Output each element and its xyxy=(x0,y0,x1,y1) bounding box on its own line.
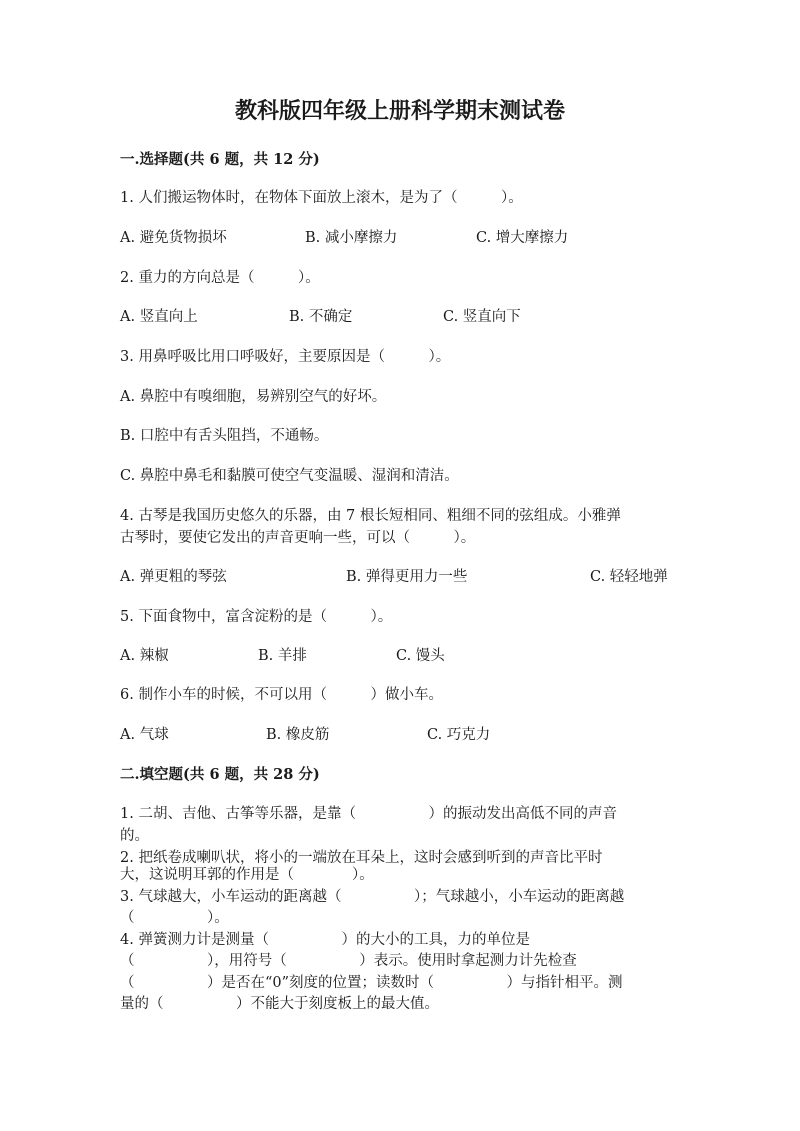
option-a: A. 弹更粗的琴弦 xyxy=(120,569,227,585)
fill-line-9: （ ）是否在“0”刻度的位置；读数时（ ）与指针相平。测 xyxy=(120,975,623,991)
option-b: B. 橡皮筋 xyxy=(266,727,330,743)
question-6: 6. 制作小车的时候，不可以用（ ）做小车。 xyxy=(120,687,443,703)
fill-line-2: 的。 xyxy=(120,828,149,844)
question-3: 3. 用鼻呼吸比用口呼吸好，主要原因是（ ）。 xyxy=(120,349,451,365)
option-a: A. 竖直向上 xyxy=(120,309,198,325)
question-4-line-1: 4. 古琴是我国历史悠久的乐器，由 7 根长短相同、粗细不同的弦组成。小雅弹 xyxy=(120,508,621,524)
option-b: B. 减小摩擦力 xyxy=(305,230,398,246)
fill-line-3: 2. 把纸卷成喇叭状，将小的一端放在耳朵上，这时会感到听到的声音比平时 xyxy=(120,850,603,866)
fill-line-5: 3. 气球越大，小车运动的距离越（ ）；气球越小，小车运动的距离越 xyxy=(120,889,625,905)
option-a: A. 辣椒 xyxy=(120,648,169,664)
option-a: A. 避免货物损坏 xyxy=(120,230,227,246)
option-b: B. 羊排 xyxy=(258,648,307,664)
fill-line-6: （ ）。 xyxy=(120,910,229,926)
option-c: C. 巧克力 xyxy=(427,727,491,743)
option-b: B. 不确定 xyxy=(289,309,353,325)
option-c: C. 竖直向下 xyxy=(443,309,521,325)
fill-line-10: 量的（ ）不能大于刻度板上的最大值。 xyxy=(120,996,439,1012)
option-b: B. 弹得更用力一些 xyxy=(346,569,468,585)
question-3-option-b: B. 口腔中有舌头阻挡，不通畅。 xyxy=(120,428,329,444)
option-c: C. 轻轻地弹 xyxy=(590,569,668,585)
question-3-option-a: A. 鼻腔中有嗅细胞，易辨别空气的好坏。 xyxy=(120,389,387,405)
question-1: 1. 人们搬运物体时，在物体下面放上滚木，是为了（ ）。 xyxy=(120,190,523,206)
fill-line-1: 1. 二胡、吉他、古筝等乐器，是靠（ ）的振动发出高低不同的声音 xyxy=(120,806,617,822)
question-2: 2. 重力的方向总是（ ）。 xyxy=(120,270,320,286)
question-4-line-2: 古琴时，要使它发出的声音更响一些，可以（ ）。 xyxy=(120,530,476,546)
section-heading-choice: 一.选择题(共 6 题，共 12 分) xyxy=(120,151,320,168)
question-5: 5. 下面食物中，富含淀粉的是（ ）。 xyxy=(120,609,393,625)
section-heading-fill-blank: 二.填空题(共 6 题，共 28 分) xyxy=(120,766,320,783)
question-3-option-c: C. 鼻腔中鼻毛和黏膜可使空气变温暖、湿润和清洁。 xyxy=(120,468,459,484)
fill-line-4: 大，这说明耳郭的作用是（ ）。 xyxy=(120,867,374,883)
page-title: 教科版四年级上册科学期末测试卷 xyxy=(234,98,565,124)
option-c: C. 增大摩擦力 xyxy=(476,230,569,246)
fill-line-7: 4. 弹簧测力计是测量（ ）的大小的工具，力的单位是 xyxy=(120,932,530,948)
option-a: A. 气球 xyxy=(120,727,169,743)
option-c: C. 馒头 xyxy=(396,648,445,664)
fill-line-8: （ ），用符号（ ）表示。使用时拿起测力计先检查 xyxy=(120,953,577,969)
